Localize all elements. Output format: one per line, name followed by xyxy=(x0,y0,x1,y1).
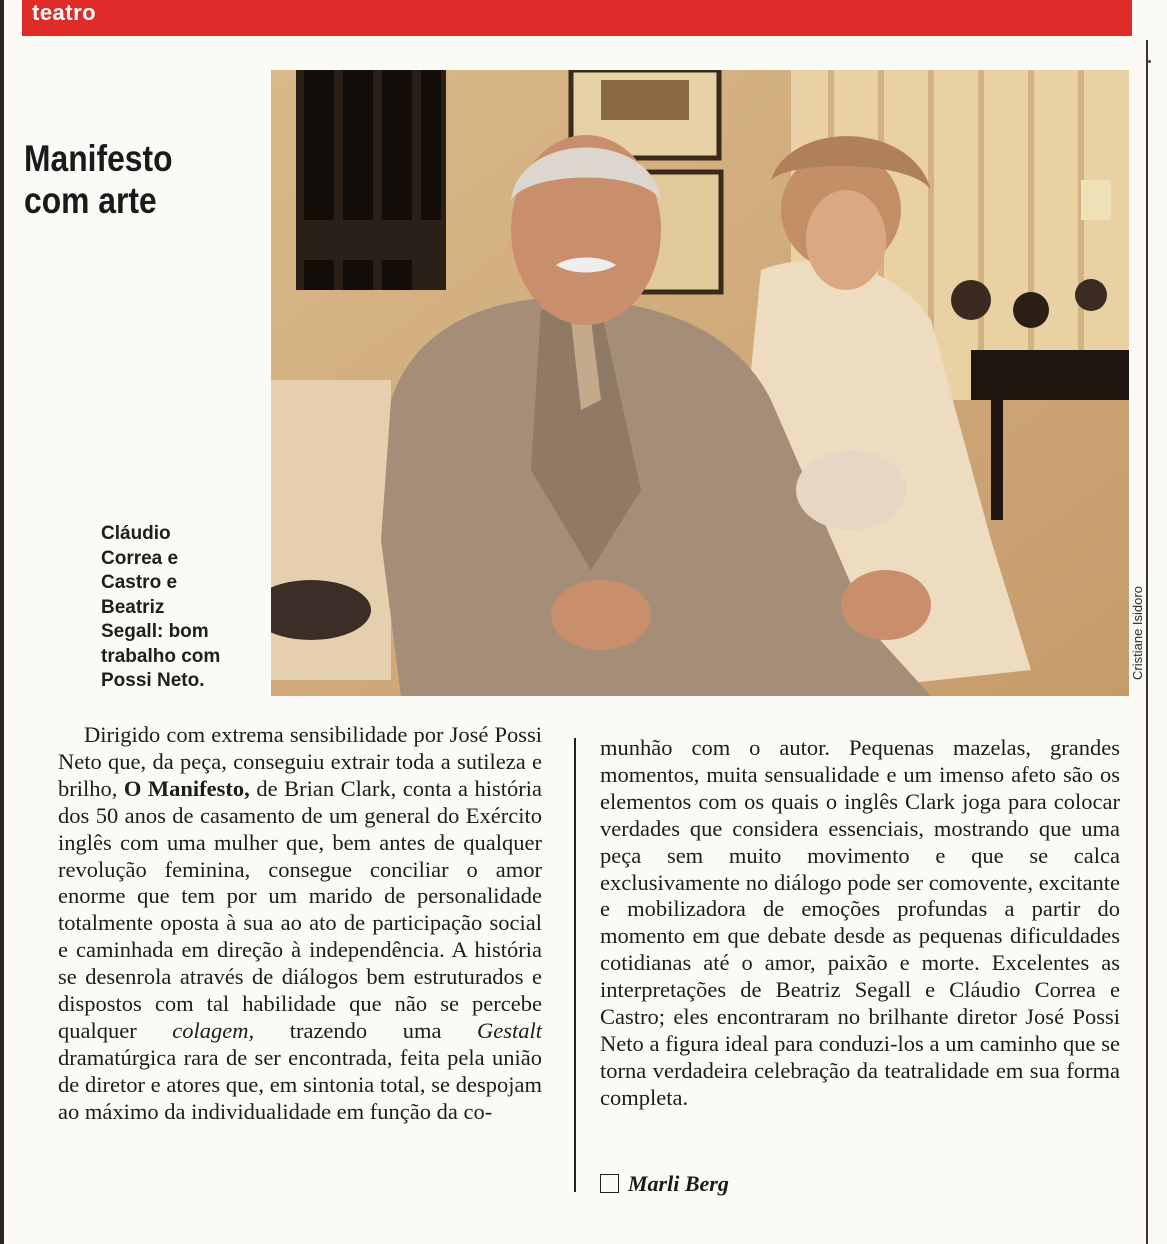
caption-line: Cláudio xyxy=(101,523,171,544)
stage-photo-icon xyxy=(271,70,1129,696)
author-signature xyxy=(600,1171,729,1197)
article-paragraph: munhão com o autor. Pequenas mazelas, grandes momentos, muita sensualidade e um imenso afeto são os elementos com os quais o inglês Clark joga para colocar verdades que considera essenciais, mostrando que uma peça sem muito movimento e que se calca exclusivamente no diálogo pode ser comovente, excitante e mobilizadora de emoções profundas a partir do momento em que debate desde as pequenas dificuldades cotidianas até o amor, paixão e morte. Excelentes as interpretações de Beatriz Segall e Cláudio Correa e Castro; eles encontraram no brilhante diretor José Possi Neto a figura ideal para conduzi-los a um caminho que se torna verdadeira celebração da teatralidade em sua forma completa. xyxy=(600,735,1120,1110)
play-title: O Manifesto, xyxy=(123,775,250,801)
caption-line: Correa e xyxy=(101,547,179,569)
article-paragraph xyxy=(58,722,542,1126)
section-bar xyxy=(22,0,1132,36)
photo-caption xyxy=(101,522,271,694)
end-mark-icon xyxy=(600,1174,619,1193)
stage-photo xyxy=(271,70,1129,696)
author-name: Marli Berg xyxy=(628,1171,729,1196)
caption-line: Beatriz xyxy=(101,596,165,618)
headline-line-1: Manifesto xyxy=(24,138,173,179)
section-label: teatro xyxy=(32,0,97,25)
caption-line: Possi Neto. xyxy=(101,670,205,691)
column-divider xyxy=(574,738,576,1192)
caption-line: Castro e xyxy=(101,572,178,593)
italic-term: colagem, xyxy=(172,1017,255,1043)
italic-term: Gestalt xyxy=(477,1017,542,1043)
headline xyxy=(24,138,230,222)
article-text: de Brian Clark, conta a história dos 50 anos de casamento de um general do Exército inglês com uma mulher que, bem antes de qualquer revolução feminina, consegue conciliar o amor enorme que tem por um marido de personalidade totalmente oposta à sua ao ato de participação social e caminhada em direção à independência. A história se desenrola através de diálogos bem estruturados e dispostos com tal habilidade que não se percebe qualquer xyxy=(58,775,542,1043)
article-text: dramatúrgica rara de ser encontrada, feita pela união de diretor e atores que, em sintonia total, se despojam ao máximo da individualidade em função da co- xyxy=(58,1044,542,1124)
article-text: Dirigido com extrema sensibilidade por José Possi Neto que, da peça, conseguiu extrair toda a sutileza e brilho, xyxy=(58,722,542,801)
caption-line: Segall: bom xyxy=(101,621,209,642)
headline-line-2: com arte xyxy=(24,180,157,221)
ink-speck xyxy=(1148,60,1151,63)
caption-line: trabalho com xyxy=(101,645,221,667)
article-text: trazendo uma xyxy=(254,1017,477,1043)
article-column-left xyxy=(58,722,542,1126)
article-column-right xyxy=(600,735,1120,1112)
page-edge-left xyxy=(0,0,4,1244)
photo-credit: Cristiane Isidoro xyxy=(1130,586,1145,680)
page-edge-right xyxy=(1146,40,1148,1244)
